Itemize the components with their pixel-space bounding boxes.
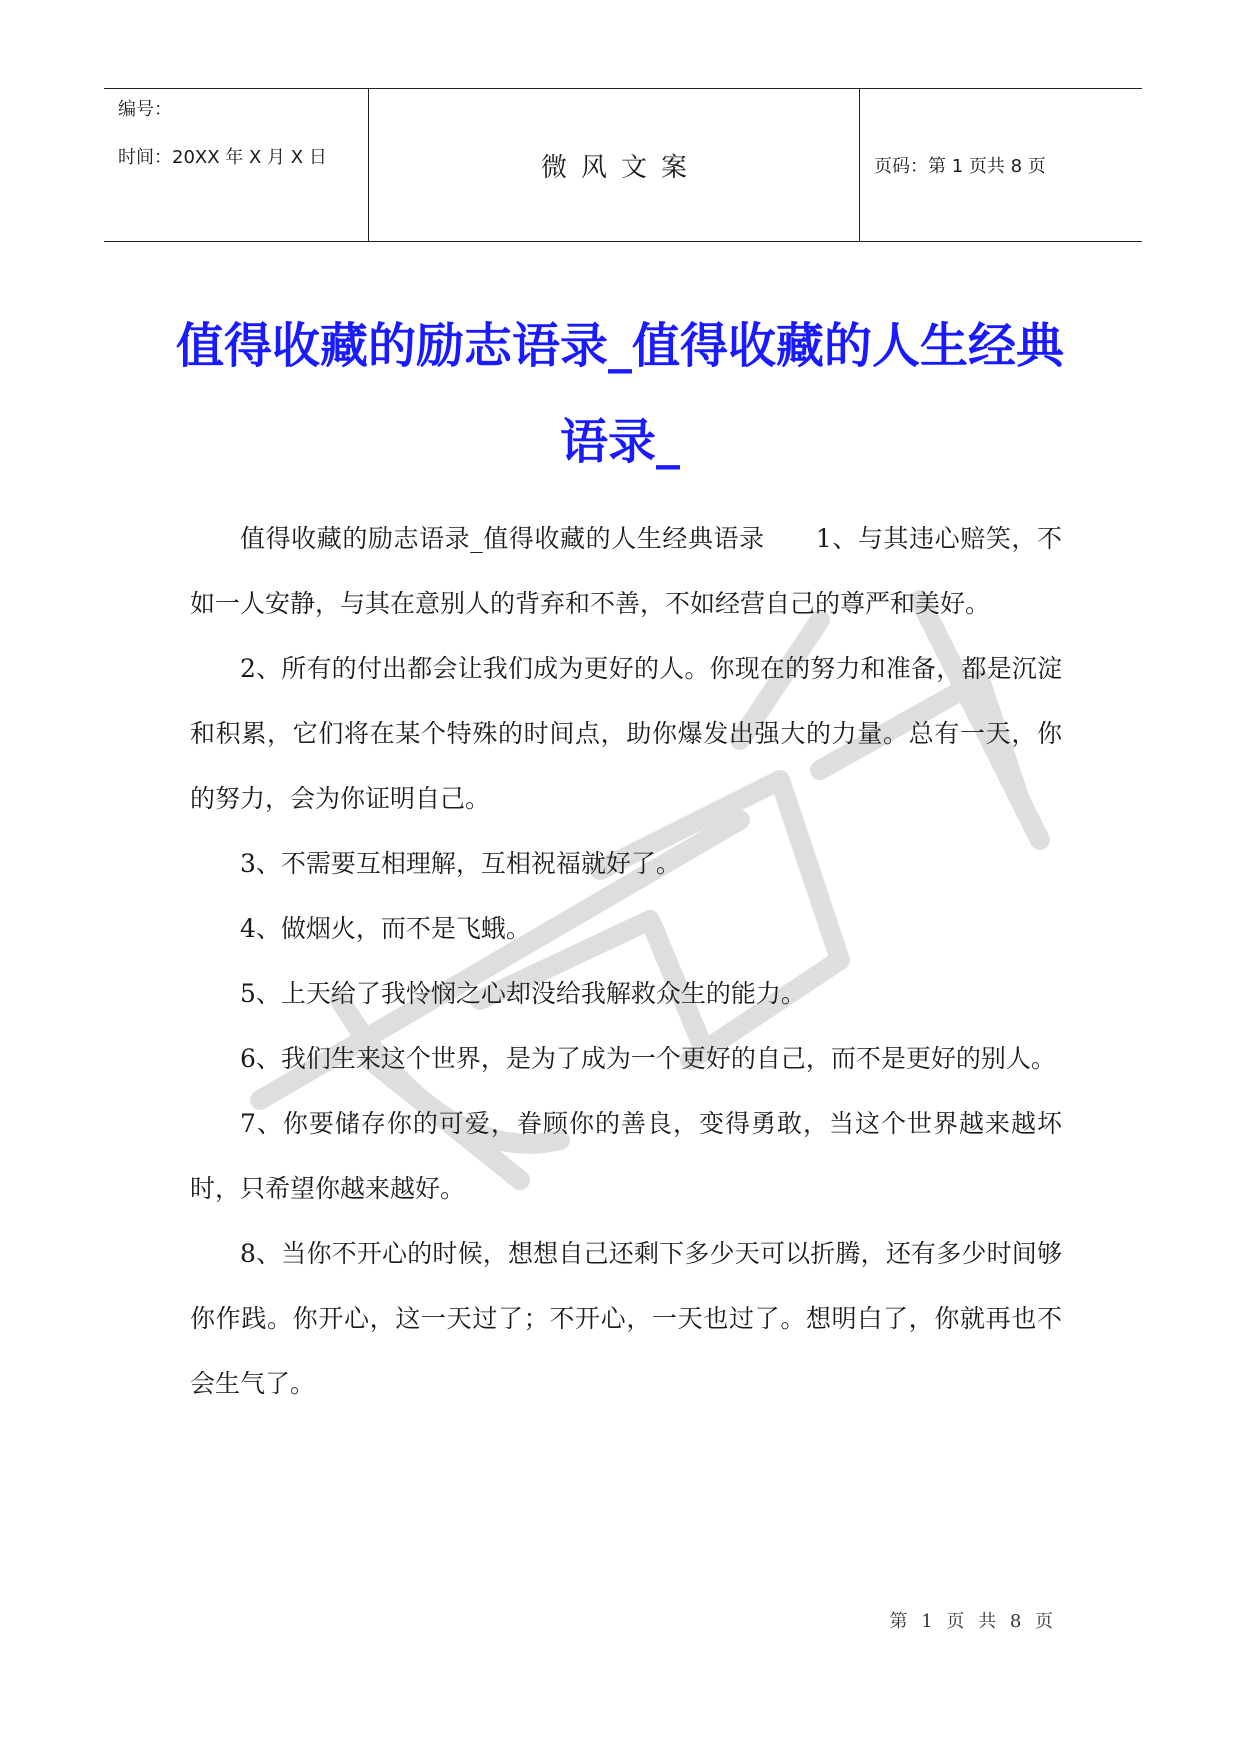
- document-header-table: [104, 88, 1142, 242]
- header-right-cell: [860, 89, 1142, 241]
- document-body: [190, 506, 1062, 1416]
- document-date-label: 时间：20XX 年 X 月 X 日: [118, 147, 327, 168]
- paragraph-2: 2、所有的付出都会让我们成为更好的人。你现在的努力和准备，都是沉淀和积累，它们将在某个特殊的时间点，助你爆发出强大的力量。总有一天，你的努力，会为你证明自己。: [190, 654, 1062, 813]
- document-title: 值得收藏的励志语录_值得收藏的人生经典语录_: [175, 318, 1064, 470]
- header-brand-title: 微风文案: [540, 152, 701, 183]
- paragraph-3: 3、不需要互相理解，互相祝福就好了。: [240, 849, 681, 878]
- paragraph-1: 值得收藏的励志语录_值得收藏的人生经典语录 1、与其违心赔笑，不如一人安静，与其在意别人的背弃和不善，不如经营自己的尊严和美好。: [190, 524, 1062, 618]
- document-number-label: 编号：: [118, 99, 172, 120]
- paragraph-6: 6、我们生来这个世界，是为了成为一个更好的自己，而不是更好的别人。: [240, 1044, 1056, 1073]
- header-page-indicator: 页码：第 1 页共 8 页: [874, 156, 1046, 177]
- paragraph-8: 8、当你不开心的时候，想想自己还剩下多少天可以折腾，还有多少时间够你作践。你开心，这一天过了；不开心，一天也过了。想明白了，你就再也不会生气了。: [190, 1239, 1062, 1398]
- paragraph-4: 4、做烟火，而不是飞蛾。: [240, 914, 531, 943]
- header-left-cell: [104, 89, 369, 241]
- paragraph-5: 5、上天给了我怜悯之心却没给我解救众生的能力。: [240, 979, 806, 1008]
- paragraph-7: 7、你要储存你的可爱，眷顾你的善良，变得勇敢，当这个世界越来越坏时，只希望你越来越好。: [190, 1109, 1062, 1203]
- header-center-cell: [369, 89, 860, 241]
- page-footer: 第 1 页 共 8 页: [889, 1611, 1057, 1632]
